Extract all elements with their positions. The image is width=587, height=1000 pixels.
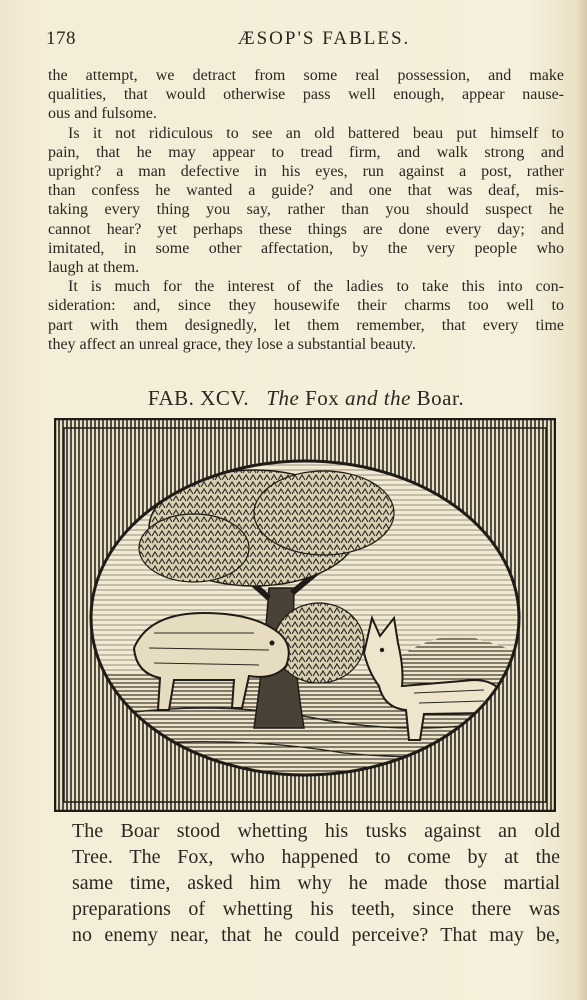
running-title: ÆSOP'S FABLES.: [237, 28, 411, 49]
title-word: Boar.: [416, 386, 465, 410]
text-line: they affect an unreal grace, they lose a substantial beauty.: [48, 335, 416, 353]
page-edge-shadow: [575, 0, 587, 1000]
text-line: Is it not ridiculous to see an old battered beau put himself to: [68, 124, 564, 142]
text-line: than confess he wanted a guide? and one that was deaf, mis-: [48, 182, 564, 200]
paragraph-2: [48, 124, 564, 278]
title-word: Fox: [305, 386, 340, 410]
text-line: sideration: and, since they housewife their charms too well to: [48, 297, 564, 315]
title-word: the: [383, 386, 411, 410]
fable-title: [48, 386, 564, 411]
text-line: ous and fulsome.: [48, 105, 157, 123]
preceding-text: [48, 66, 564, 354]
woodcut-illustration: [54, 418, 556, 812]
fable-paragraph: [72, 818, 560, 948]
text-line: preparations of whetting his teeth, since there was: [72, 898, 560, 920]
text-line: Tree. The Fox, who happened to come by at the: [72, 846, 560, 868]
page-header: [46, 28, 562, 54]
text-line: the attempt, we detract from some real possession, and make: [48, 67, 564, 84]
text-line: qualities, that would otherwise pass well enough, appear nause-: [48, 86, 564, 104]
fable-number: FAB. XCV.: [147, 386, 250, 410]
text-line: The Boar stood whetting his tusks against an old: [72, 820, 560, 842]
fable-text: [72, 818, 560, 948]
text-line: upright? a man defective in his eyes, run against a post, rather: [48, 163, 564, 181]
title-word: The: [266, 386, 300, 410]
text-line: imitated, in some other affectation, by the very people who: [48, 239, 564, 257]
text-line: laugh at them.: [48, 259, 140, 277]
text-line: It is much for the interest of the ladies to take this into con-: [68, 278, 564, 296]
text-line: part with them designedly, let them remember, that every time: [48, 316, 564, 334]
text-line: pain, that he may appear to tread firm, and walk strong and: [48, 143, 564, 161]
text-line: cannot hear? yet perhaps these things are done every day; and: [48, 220, 564, 238]
text-line: taking every thing you say, rather than you should suspect he: [48, 201, 564, 219]
paragraph-1: [48, 66, 564, 124]
text-line: no enemy near, that he could perceive? That may be,: [72, 924, 560, 946]
page-number: 178: [46, 28, 76, 49]
paragraph-3: [48, 277, 564, 354]
title-word: and: [345, 386, 379, 410]
text-line: same time, asked him why he made those martial: [72, 872, 560, 894]
